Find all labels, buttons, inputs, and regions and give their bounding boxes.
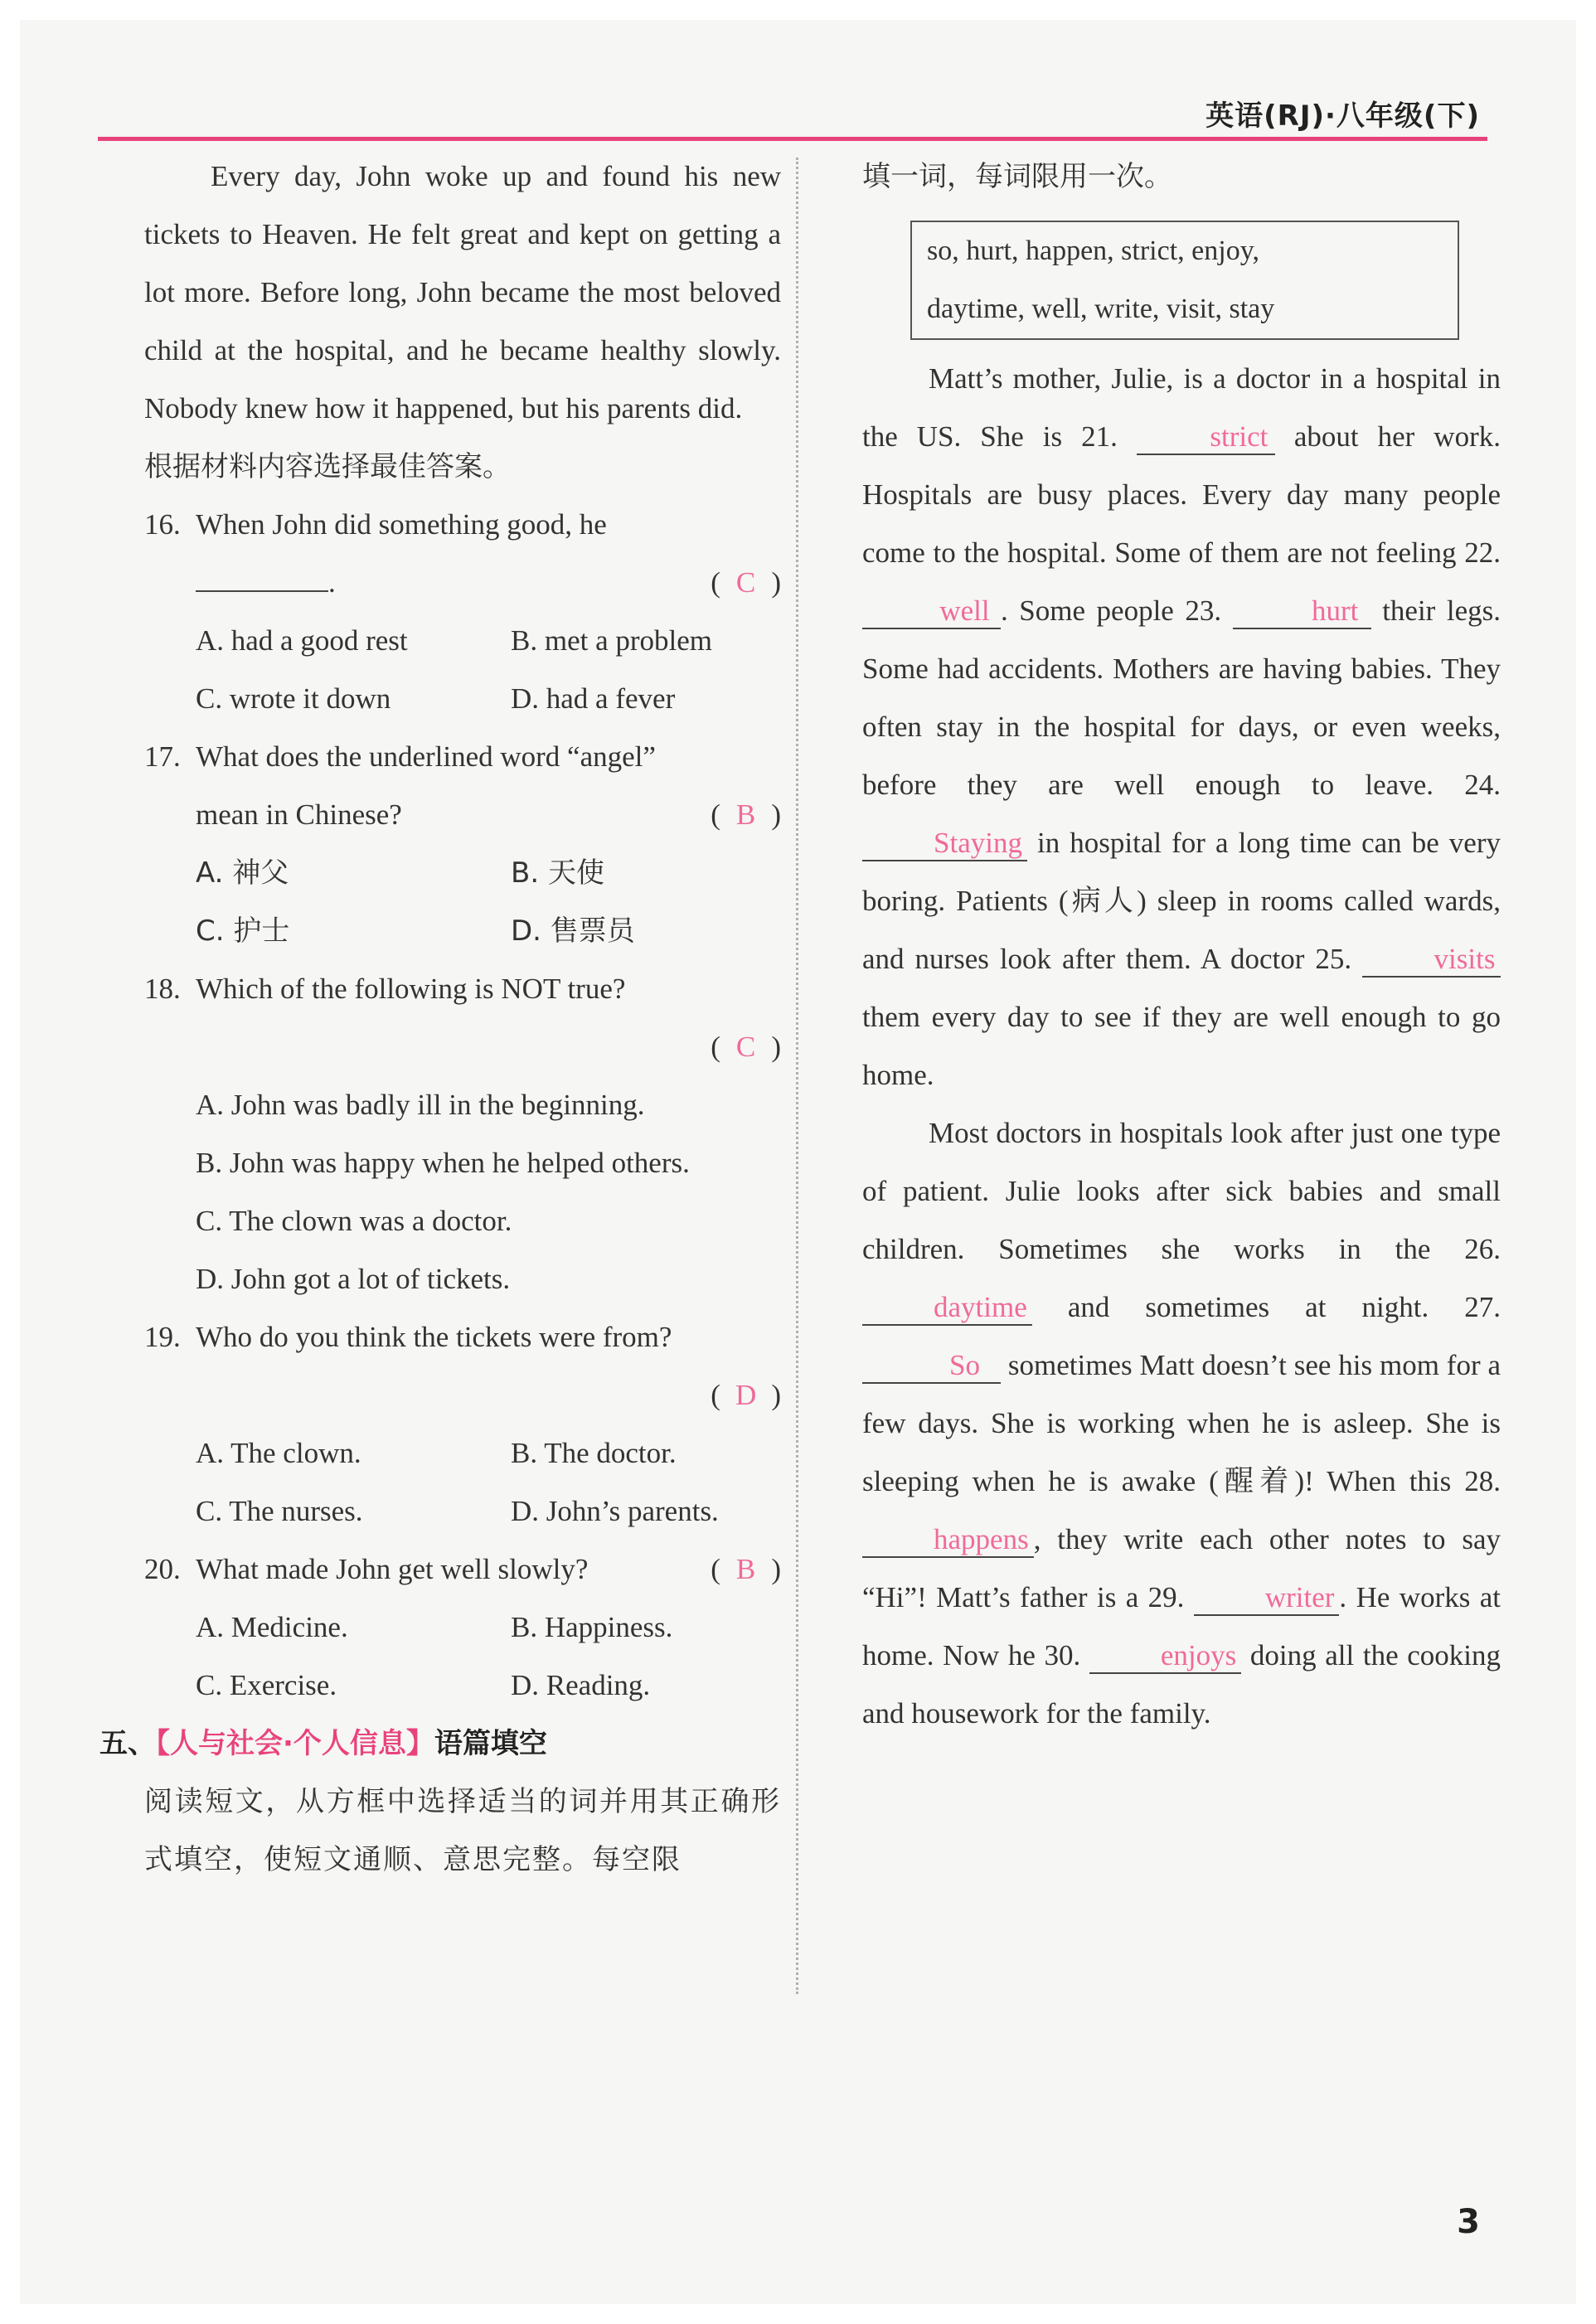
section-title: 语篇填空 bbox=[434, 1727, 547, 1760]
passage-text: in hospital for a long time can be very boring. Patients (病人) sleep in rooms called wards, and nurses look after them. A doctor 25. bbox=[862, 827, 1501, 975]
option-d[interactable]: D. John’s parents. bbox=[511, 1495, 719, 1527]
option-d[interactable]: D. John got a lot of tickets. bbox=[196, 1263, 511, 1295]
option-d[interactable]: D. Reading. bbox=[511, 1669, 651, 1701]
reading-instruction: 根据材料内容选择最佳答案。 bbox=[144, 450, 511, 483]
option-c[interactable]: C. The clown was a doctor. bbox=[196, 1205, 512, 1237]
passage-text: . Some people 23. bbox=[1001, 594, 1222, 627]
word-box bbox=[910, 221, 1459, 340]
question-20: 20. What made John get well slowly? ( B ) bbox=[144, 1540, 781, 1599]
book-title: 英语(RJ)·八年级(下) bbox=[1205, 99, 1480, 133]
blank-28[interactable]: happens bbox=[862, 1523, 1034, 1558]
question-text: Which of the following is NOT true? bbox=[196, 973, 626, 1005]
options-16 bbox=[144, 612, 781, 728]
blank-23[interactable]: hurt bbox=[1233, 594, 1371, 629]
question-text: When John did something good, he bbox=[196, 508, 607, 541]
blank-26[interactable]: daytime bbox=[862, 1291, 1032, 1326]
passage-text: sometimes Matt doesn’t see his mom for a few days. She is working when he is asleep. She is sleeping when he is awake (醒着)! When this 28. bbox=[862, 1349, 1501, 1497]
question-text: What does the underlined word “angel” mean in Chinese? bbox=[196, 740, 656, 831]
question-number: 16. bbox=[144, 508, 181, 541]
question-17: 17. What does the underlined word “angel” mean in Chinese? ( B ) bbox=[144, 728, 781, 844]
option-c[interactable]: C. The nurses. bbox=[196, 1495, 363, 1527]
answer-mark: B bbox=[735, 1553, 756, 1585]
option-d[interactable]: D. had a fever bbox=[511, 682, 676, 715]
blank-29[interactable]: writer bbox=[1194, 1581, 1340, 1616]
right-column bbox=[862, 148, 1501, 1743]
passage-text: their legs. Some had accidents. Mothers are having babies. They often stay in the hospital for days, or even weeks, before they are well enough to leave. 24. bbox=[862, 594, 1501, 801]
option-b[interactable]: B. met a problem bbox=[511, 624, 713, 657]
option-b[interactable]: B. 天使 bbox=[511, 856, 604, 890]
option-c[interactable]: C. 护士 bbox=[196, 915, 290, 948]
passage-text: and sometimes at night. 27. bbox=[1067, 1291, 1501, 1323]
cloze-paragraph-2 bbox=[862, 1104, 1501, 1743]
option-a[interactable]: A. had a good rest bbox=[196, 624, 408, 657]
options-17 bbox=[144, 844, 781, 960]
section-instruction: 阅读短文，从方框中选择适当的词并用其正确形式填空，使短文通顺、意思完整。每空限 bbox=[144, 1785, 781, 1876]
option-c[interactable]: C. wrote it down bbox=[196, 682, 391, 715]
blank-25[interactable]: visits bbox=[1362, 943, 1501, 978]
header-rule bbox=[98, 137, 1487, 141]
passage-text: about her work. Hospitals are busy places. Every day many people come to the hospital. Some of them are not feeling 22. bbox=[862, 420, 1501, 569]
option-d[interactable]: D. 售票员 bbox=[511, 915, 635, 948]
passage-text: Matt’s mother, Julie, is a doctor in a hospital in the US. She is 21. bbox=[862, 362, 1501, 453]
question-number: 17. bbox=[144, 740, 181, 773]
passage-text: . He works at home. Now he 30. bbox=[862, 1581, 1501, 1671]
question-19: 19. Who do you think the tickets were from? ( D ) bbox=[144, 1308, 781, 1424]
answer-mark: B bbox=[735, 798, 756, 831]
question-number: 18. bbox=[144, 973, 181, 1005]
question-text: Who do you think the tickets were from? bbox=[196, 1321, 672, 1353]
word-box-line: so, hurt, happen, strict, enjoy, bbox=[927, 235, 1259, 266]
question-number: 20. bbox=[144, 1553, 181, 1585]
answer-mark: C bbox=[735, 566, 756, 599]
options-18 bbox=[144, 1076, 781, 1308]
option-a[interactable]: A. The clown. bbox=[196, 1437, 361, 1469]
page-number: 3 bbox=[1457, 2203, 1480, 2241]
left-column bbox=[99, 148, 781, 1889]
blank-24[interactable]: Staying bbox=[862, 827, 1027, 861]
passage-text: , they write each other notes to say “Hi”! Matt’s father is a 29. bbox=[862, 1523, 1501, 1613]
option-a[interactable]: A. Medicine. bbox=[196, 1611, 348, 1643]
option-b[interactable]: B. The doctor. bbox=[511, 1437, 677, 1469]
option-a[interactable]: A. 神父 bbox=[196, 856, 289, 890]
section-heading bbox=[99, 1715, 781, 1773]
options-20 bbox=[144, 1599, 781, 1715]
passage-text: doing all the cooking and housework for the family. bbox=[862, 1639, 1501, 1730]
blank-21[interactable]: strict bbox=[1137, 420, 1275, 455]
question-text: What made John get well slowly? bbox=[196, 1553, 589, 1585]
question-number: 19. bbox=[144, 1321, 181, 1353]
section-instruction-cont: 填一词，每词限用一次。 bbox=[862, 160, 1172, 193]
answer-mark: D bbox=[735, 1379, 757, 1411]
section-prefix: 五、 bbox=[99, 1727, 156, 1760]
option-b[interactable]: B. Happiness. bbox=[511, 1611, 673, 1643]
blank-27[interactable]: So bbox=[862, 1349, 1001, 1384]
options-19 bbox=[144, 1424, 781, 1540]
question-18: 18. Which of the following is NOT true? ( C ) bbox=[144, 960, 781, 1076]
cloze-paragraph-1 bbox=[862, 350, 1501, 1104]
word-box-line: daytime, well, write, visit, stay bbox=[927, 294, 1275, 324]
answer-mark: C bbox=[735, 1031, 756, 1063]
answer-blank bbox=[196, 562, 328, 592]
passage-text: Most doctors in hospitals look after just one type of patient. Julie looks after sick babies and small children. Sometimes she works in the 26. bbox=[862, 1117, 1501, 1265]
passage-paragraph: Every day, John woke up and found his new tickets to Heaven. He felt great and kept on getting a lot more. Before long, John became the most beloved child at the hospital, and he became healthy slowly. Nobody knew how it happened, but his parents did. bbox=[144, 160, 781, 425]
option-b[interactable]: B. John was happy when he helped others. bbox=[196, 1147, 690, 1179]
blank-22[interactable]: well bbox=[862, 594, 1001, 629]
blank-30[interactable]: enjoys bbox=[1089, 1639, 1241, 1674]
section-tag: 【人与社会·个人信息】 bbox=[156, 1727, 434, 1760]
option-c[interactable]: C. Exercise. bbox=[196, 1669, 337, 1701]
question-16: 16. When John did something good, he . ( C ) bbox=[144, 496, 781, 612]
passage-text: them every day to see if they are well enough to go home. bbox=[862, 1001, 1501, 1091]
option-a[interactable]: A. John was badly ill in the beginning. bbox=[196, 1089, 645, 1121]
column-divider bbox=[796, 158, 798, 1994]
